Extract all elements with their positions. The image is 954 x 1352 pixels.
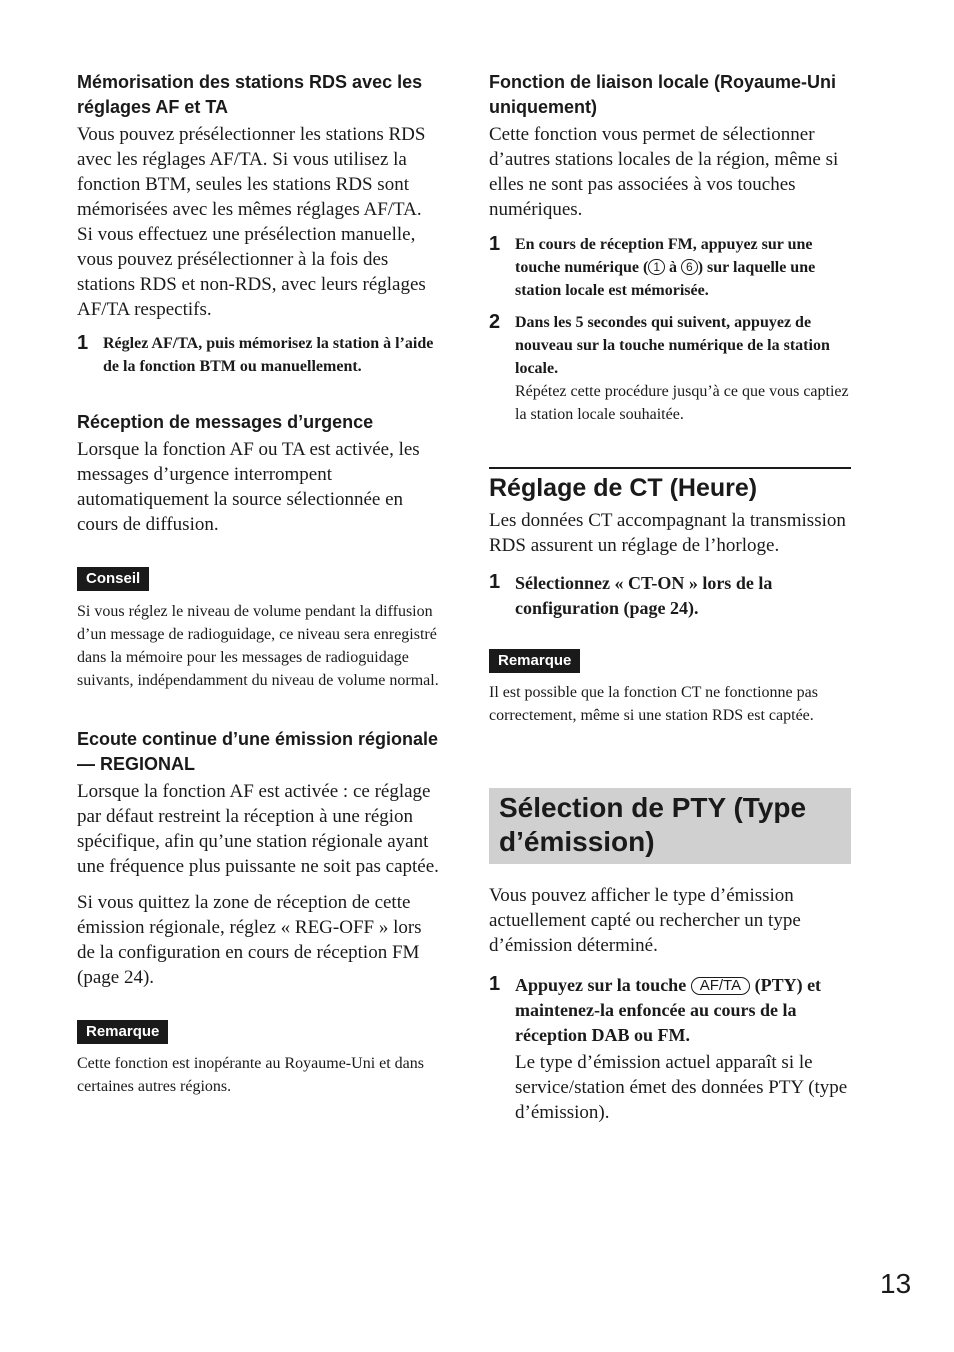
note-box — [77, 1020, 441, 1098]
note-text: Cette fonction est inopérante au Royaume-Uni et dans certaines autres régions. — [77, 1055, 425, 1095]
section-emergency — [77, 410, 441, 537]
step-subtext: Répétez cette procédure jusqu’à ce que vous captiez la station locale souhaitée. — [515, 383, 849, 423]
title-box — [489, 788, 851, 864]
section-regional — [77, 727, 441, 990]
number-key-1-icon: 1 — [648, 259, 665, 275]
step-number: 1 — [489, 973, 501, 995]
right-column — [489, 70, 851, 1125]
paragraph: Lorsque la fonction AF est activée : ce réglage par défaut restreint la réception à une région spécifique, afin qu’une station régionale ayant une fréquence plus puissante ne soit pas captée. — [77, 781, 439, 877]
section-heading: Réception de messages d’urgence — [77, 412, 374, 432]
tip-label: Conseil — [77, 567, 149, 591]
note-text: Il est possible que la fonction CT ne fonctionne pas correctement, même si une station RDS est captée. — [489, 684, 818, 724]
section-ct — [489, 467, 851, 727]
section-heading: Ecoute continue d’une émission régionale — REGIONAL — [77, 729, 439, 774]
step-2 — [489, 311, 851, 426]
paragraph: Vous pouvez afficher le type d’émission actuellement capté ou rechercher un type d’émission déterminé. — [489, 885, 801, 956]
section-rds-af-ta — [77, 70, 441, 378]
af-ta-key-icon: AF/TA — [691, 977, 750, 995]
section-local-link — [489, 70, 851, 426]
paragraph: Vous pouvez présélectionner les stations RDS avec les réglages AF/TA. Si vous utilisez la fonction BTM, seules les stations RDS sont mémorisées avec les mêmes réglages AF/TA. — [77, 124, 426, 220]
paragraph: Si vous quittez la zone de réception de cette émission régionale, réglez « REG-OFF » lors de la configuration en cours de réception FM (page 24). — [77, 892, 422, 988]
step-1 — [77, 332, 441, 378]
step-text: Dans les 5 secondes qui suivent, appuyez de nouveau sur la touche numérique de la station locale. Répétez cette procédure jusqu’à ce que vous captiez la station locale souhaitée. — [515, 314, 849, 423]
note-label: Remarque — [489, 649, 580, 673]
step-1 — [489, 973, 851, 1125]
step-number: 1 — [77, 332, 89, 354]
step-text: Sélectionnez « CT-ON » lors de la configuration (page 24). — [515, 573, 773, 618]
note-box — [489, 649, 851, 727]
step-1 — [489, 233, 851, 302]
paragraph: Les données CT accompagnant la transmission RDS assurent un réglage de l’horloge. — [489, 510, 846, 556]
step-text: En cours de réception FM, appuyez sur une touche numérique ( 1 à 6 ) sur laquelle une station locale est mémorisée. — [515, 236, 816, 299]
step-subtext: Le type d’émission actuel apparaît si le service/station émet des données PTY (type d’émission). — [515, 1052, 848, 1123]
section-title: Sélection de PTY (Type d’émission) — [499, 792, 807, 857]
section-pty — [489, 788, 851, 1125]
section-heading: Fonction de liaison locale (Royaume-Uni uniquement) — [489, 72, 837, 117]
heading-rule — [489, 467, 851, 505]
paragraph: Si vous effectuez une présélection manuelle, vous pouvez présélectionner à la fois des stations RDS et non-RDS, avec leurs réglages AF/TA respectifs. — [77, 224, 426, 320]
paragraph: Lorsque la fonction AF ou TA est activée, les messages d’urgence interrompent automatiquement la source sélectionnée en cours de diffusion. — [77, 439, 420, 535]
tip-text: Si vous réglez le niveau de volume pendant la diffusion d’un message de radioguidage, ce niveau sera enregistré dans la mémoire pour les messages de radioguidage suivants, indépendamment du niveau de volume normal. — [77, 603, 439, 689]
step-number: 1 — [489, 571, 501, 593]
step-1 — [489, 571, 851, 621]
section-title: Réglage de CT (Heure) — [489, 474, 758, 502]
section-heading: Mémorisation des stations RDS avec les réglages AF et TA — [77, 72, 423, 117]
tip-box — [77, 567, 441, 692]
number-key-6-icon: 6 — [681, 259, 698, 275]
page-number: 13 — [880, 1268, 912, 1299]
step-text: Réglez AF/TA, puis mémorisez la station à l’aide de la fonction BTM ou manuellement. — [103, 335, 434, 375]
step-number: 2 — [489, 311, 501, 333]
step-number: 1 — [489, 233, 501, 255]
left-column — [77, 70, 441, 1098]
note-label: Remarque — [77, 1020, 168, 1044]
paragraph: Cette fonction vous permet de sélectionner d’autres stations locales de la région, même si elles ne sont pas associées à vos touches numériques. — [489, 124, 839, 220]
step-text: Appuyez sur la touche AF/TA (PTY) et maintenez-la enfoncée au cours de la réception DAB ou FM. Le type d’émission actuel apparaît si le service/station émet des données PTY (type d’émission). — [515, 973, 851, 1125]
